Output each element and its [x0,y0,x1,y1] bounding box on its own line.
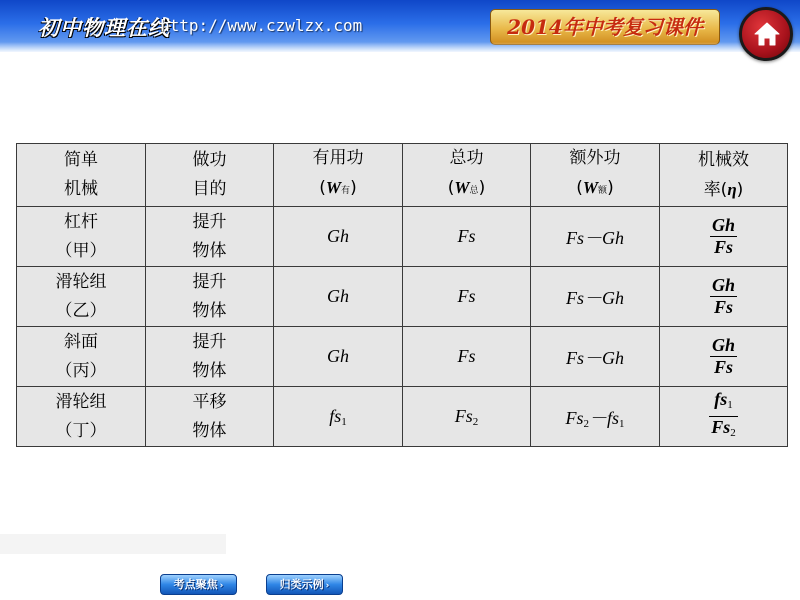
machine-cell [17,267,146,327]
machine-label: （乙） [55,300,107,321]
useful-work-cell: Gh [274,267,403,327]
header-text: 额外功 [569,148,621,168]
purpose-text: 平移 [192,391,227,412]
header-subscript: 有 [341,186,351,196]
header-text: 有用功 [312,148,364,168]
purpose-cell [146,267,274,327]
formula-base: fs [329,405,342,426]
home-button[interactable] [739,7,793,61]
total-work-cell: Fs [403,207,531,267]
purpose-cell [146,207,274,267]
total-work-cell: Fs [403,267,531,327]
header-text: 总功 [449,148,484,168]
site-name: 初中物理在线 [38,15,170,40]
header-symbol: W [582,178,599,197]
home-icon [753,20,781,48]
formula-subscript: 1 [341,415,347,428]
purpose-text: 物体 [192,300,227,321]
formula-subscript: 2 [583,417,589,430]
table-row [17,207,788,267]
efficiency-cell [660,387,788,447]
extra-work-cell: Fs－Gh [531,267,660,327]
header-text: 机械效 [698,149,749,170]
machine-cell [17,207,146,267]
formula-subscript: 2 [730,427,736,439]
machine-label: （丙） [55,360,107,381]
table-row [17,387,788,447]
efficiency-fraction [710,275,737,318]
extra-work-cell: Fs－Gh [531,207,660,267]
purpose-text: 物体 [192,360,227,381]
header-simple-machine [17,144,146,207]
header-banner [0,0,800,52]
useful-work-cell: Gh [274,327,403,387]
header-text: 率( [703,179,728,200]
extra-work-cell: Fs－Gh [531,327,660,387]
purpose-cell [146,387,274,447]
course-title-badge: 2014年中考复习课件 [490,9,720,45]
table-row [17,327,788,387]
fraction-denominator: Fs [713,237,733,257]
header-symbol: W [325,178,342,197]
header-subscript: 总 [469,186,479,196]
header-text: 目的 [192,179,227,199]
purpose-text: 提升 [192,211,227,232]
header-extra-work: 额外功 (W额) [531,144,660,207]
table-header-row [17,144,788,207]
efficiency-fraction [710,215,737,258]
fraction-denominator: Fs [713,297,733,317]
header-symbol: W [454,178,470,197]
header-text: ) [736,179,744,200]
chevron-right-icon: › [219,581,224,591]
button-label: 归类示例 [279,578,324,591]
efficiency-cell [660,327,788,387]
formula-base: fs [714,389,728,409]
machine-name: 杠杆 [64,211,98,232]
table-row [17,267,788,327]
header-subscript: 额 [598,186,608,196]
formula-base: fs [606,407,619,428]
purpose-text: 物体 [192,420,227,441]
fraction-denominator: Fs [713,357,733,377]
machine-name: 滑轮组 [55,391,107,412]
faint-strip [0,534,226,554]
formula-base: Fs [711,417,731,437]
header-total-work: 总功 (W总) [403,144,531,207]
key-points-button[interactable] [160,574,237,595]
machine-label: （丁） [55,420,107,441]
header-text: 做功 [192,150,227,170]
total-work-cell: Fs [403,327,531,387]
fraction-numerator [709,389,738,417]
eta-symbol: η [727,179,737,199]
useful-work-cell: Gh [274,207,403,267]
formula-subscript: 1 [619,417,625,430]
examples-button[interactable] [266,574,343,595]
machine-cell [17,387,146,447]
efficiency-fraction [709,389,738,444]
formula-subscript: 2 [472,415,479,428]
useful-work-cell [274,387,403,447]
purpose-text: 提升 [192,331,227,352]
purpose-text: 提升 [192,271,227,292]
formula-base: Fs [565,407,584,428]
fraction-numerator: Gh [711,275,735,295]
header-efficiency [660,144,788,207]
header-useful-work: 有用功 (W有) [274,144,403,207]
total-work-cell [403,387,531,447]
header-text: 机械 [64,179,98,199]
site-url[interactable]: http://www.czwlzx.com [160,16,363,35]
header-text: 简单 [64,150,98,170]
header-purpose [146,144,274,207]
machine-name: 滑轮组 [55,271,107,292]
machine-cell [17,327,146,387]
button-label: 考点聚焦 [173,578,218,591]
minus-operator: － [588,407,607,428]
fraction-numerator: Gh [711,215,735,235]
mechanical-work-table [16,143,788,447]
purpose-text: 物体 [192,240,227,261]
machine-label: （甲） [55,240,107,261]
purpose-cell [146,327,274,387]
extra-work-cell [531,387,660,447]
machine-name: 斜面 [64,331,98,352]
efficiency-cell [660,207,788,267]
formula-subscript: 1 [727,399,733,411]
fraction-denominator [709,417,738,444]
efficiency-cell [660,267,788,327]
chevron-right-icon: › [325,581,330,591]
formula-base: Fs [454,405,473,426]
efficiency-fraction [710,335,737,378]
fraction-numerator: Gh [711,335,735,355]
